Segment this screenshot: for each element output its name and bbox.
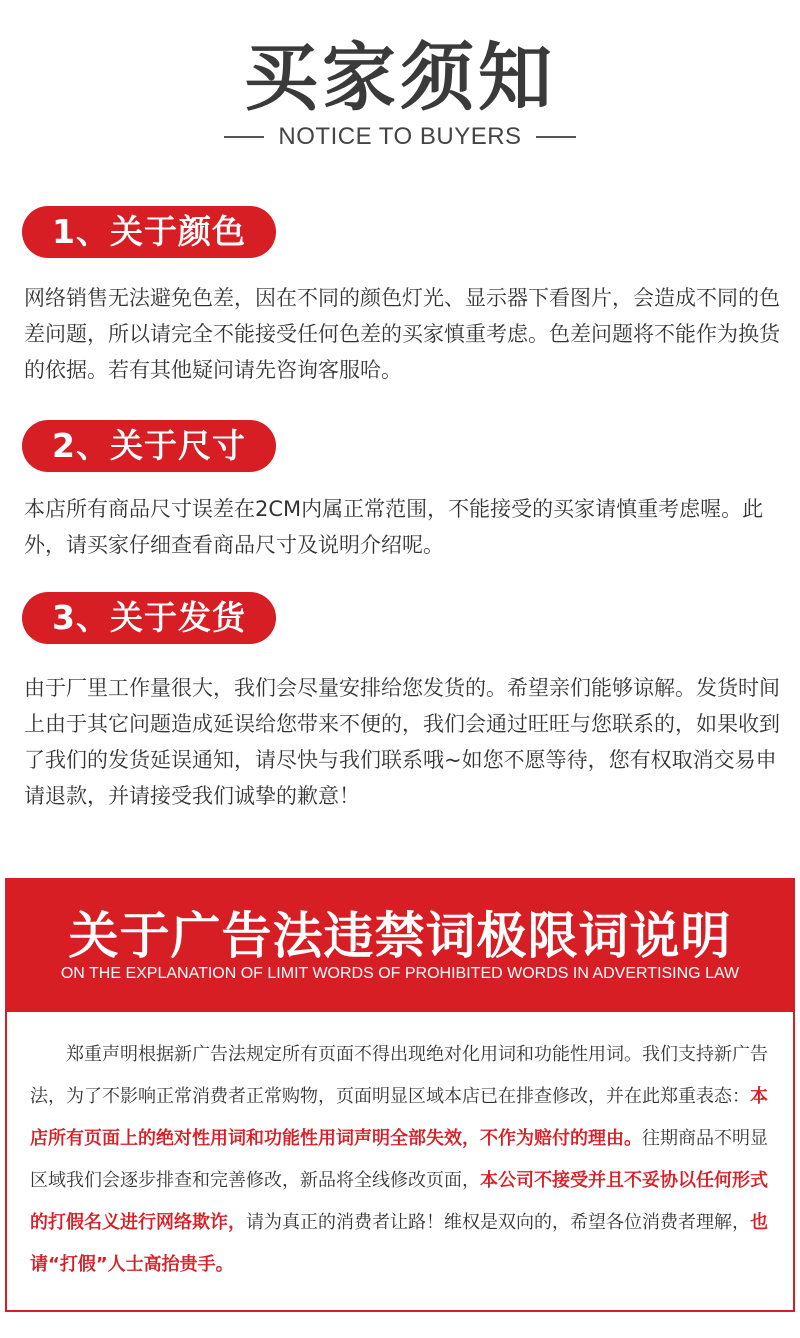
- section-color-heading: 1、关于颜色: [22, 206, 276, 258]
- section-color-text: 网络销售无法避免色差，因在不同的颜色灯光、显示器下看图片，会造成不同的色差问题，所以请完全不能接受任何色差的买家慎重考虑。色差问题将不能作为换货的依据。若有其他疑问请先咨询客服哈。: [24, 286, 780, 382]
- notice-highlight-3: 也请“打假”人士高抬贵手。: [30, 1212, 768, 1275]
- notice-highlight-2: 本公司不接受并且不妥协以任何形式的打假名义进行网络欺诈，: [30, 1170, 768, 1233]
- ad-law-notice-body: [30, 1034, 774, 1286]
- ad-law-notice-subtitle: ON THE EXPLANATION OF LIMIT WORDS OF PROHIBITED WORDS IN ADVERTISING LAW: [60, 965, 740, 982]
- page-title: 买家须知: [244, 35, 556, 121]
- notice-text-1: 郑重声明根据新广告法规定所有页面不得出现绝对化用词和功能性用词。我们支持新广告法，为了不影响正常消费者正常购物，页面明显区域本店已在排查修改，并在此郑重表态：: [30, 1044, 768, 1107]
- section-size-text: 本店所有商品尺寸误差在2CM内属正常范围，不能接受的买家请慎重考虑喔。此外，请买家仔细查看商品尺寸及说明介绍呢。: [24, 497, 764, 557]
- section-shipping-text: 由于厂里工作量很大，我们会尽量安排给您发货的。希望亲们能够谅解。发货时间上由于其它问题造成延误给您带来不便的，我们会通过旺旺与您联系的，如果收到了我们的发货延误通知，请尽快与我们联系哦~如您不愿等待，您有权取消交易申请退款，并请接受我们诚挚的歉意！: [24, 676, 780, 808]
- subtitle-row: [0, 120, 800, 154]
- ad-law-notice-title: 关于广告法违禁词极限词说明: [68, 907, 732, 965]
- divider-left: [224, 136, 264, 138]
- ad-law-notice-header: [5, 878, 795, 1012]
- section-size-heading: 2、关于尺寸: [22, 420, 276, 472]
- notice-highlight-1: 本店所有页面上的绝对性用词和功能性用词声明全部失效，不作为赔付的理由。: [30, 1086, 768, 1149]
- divider-right: [536, 136, 576, 138]
- section-shipping-heading: 3、关于发货: [22, 592, 276, 644]
- notice-text-2: 往期商品不明显区域我们会逐步排查和完善修改，新品将全线修改页面，: [30, 1128, 768, 1191]
- notice-text-3: 请为真正的消费者让路！维权是双向的，希望各位消费者理解，: [246, 1212, 750, 1233]
- page-subtitle: NOTICE TO BUYERS: [278, 123, 522, 150]
